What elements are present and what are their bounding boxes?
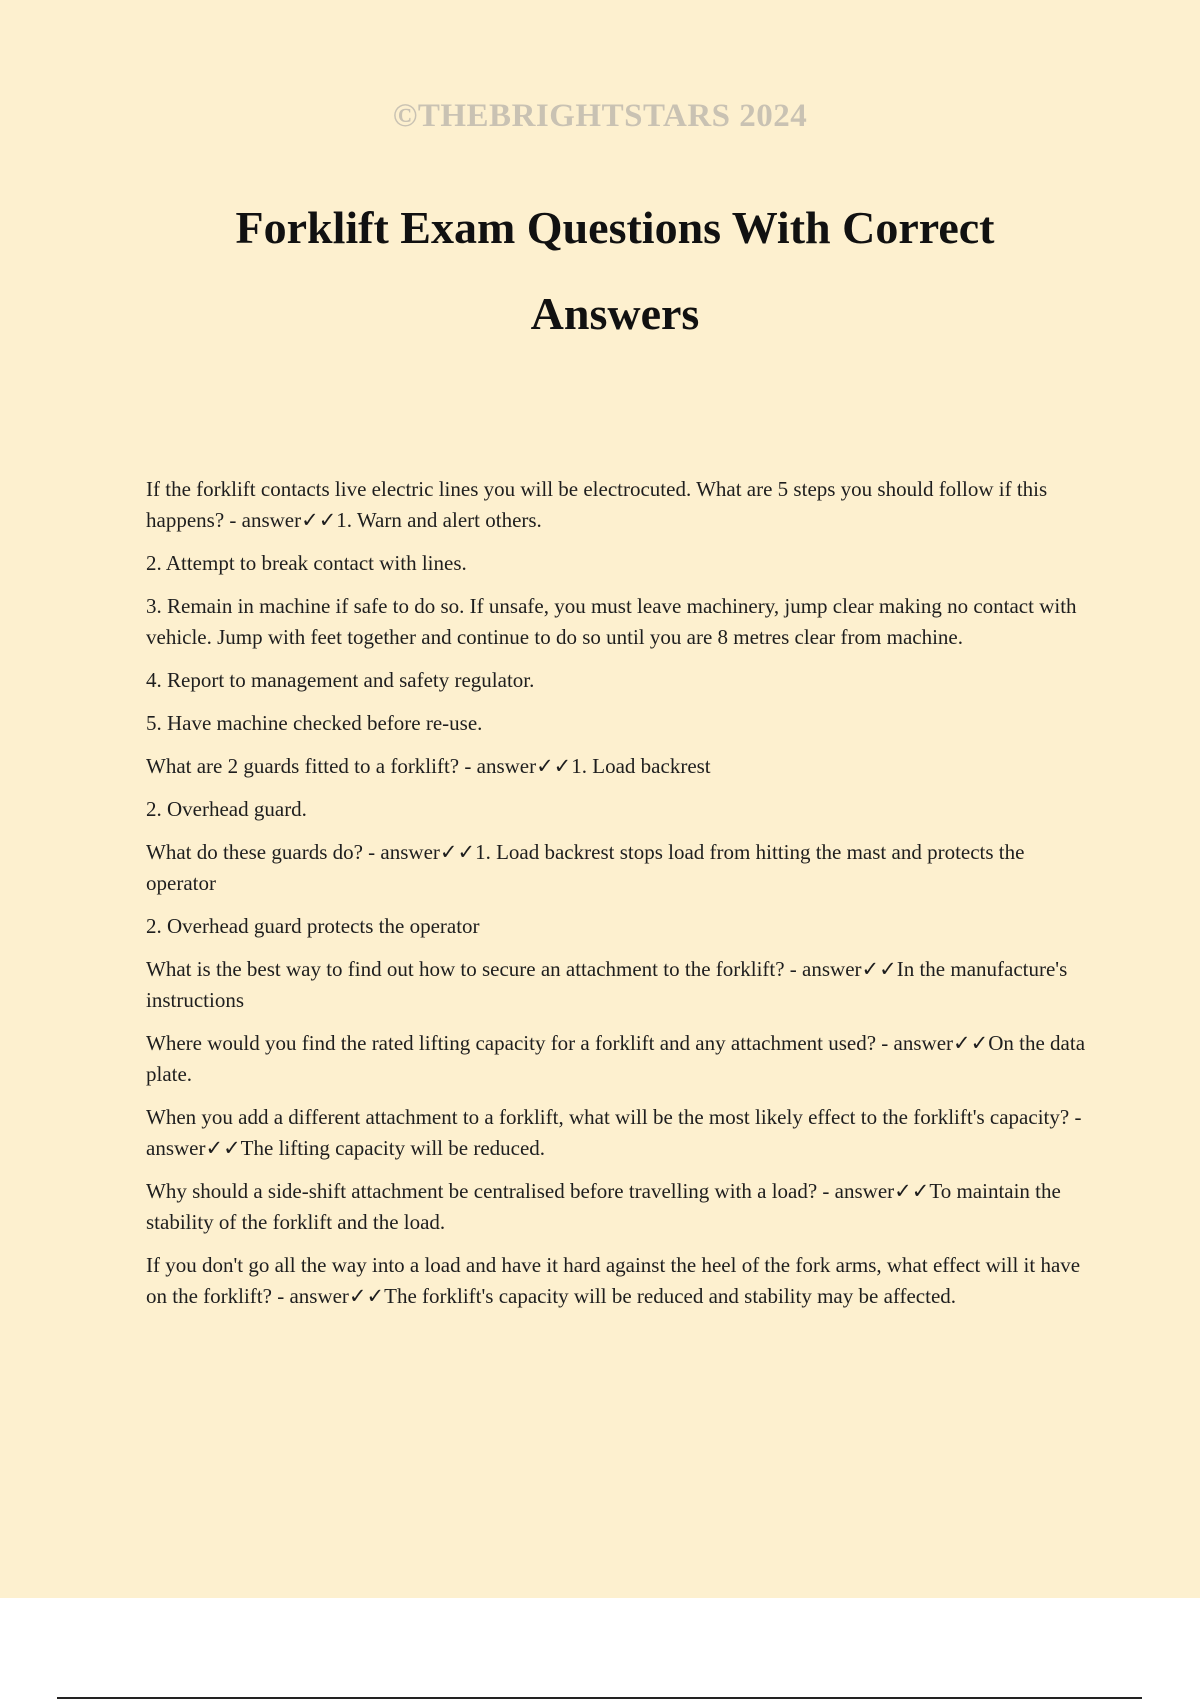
document-body xyxy=(146,474,1096,1324)
paragraph: 2. Overhead guard. xyxy=(146,797,307,821)
copyright-watermark: ©THEBRIGHTSTARS 2024 xyxy=(392,98,808,134)
paragraph: If the forklift contacts live electric lines you will be electrocuted. What are 5 steps you should follow if this happens? - answer✓✓1. Warn and alert others. xyxy=(146,477,1048,532)
page-title: Forklift Exam Questions With Correct Answers xyxy=(235,202,995,339)
paragraph: 2. Attempt to break contact with lines. xyxy=(146,551,467,575)
paragraph: 4. Report to management and safety regulator. xyxy=(146,668,535,692)
paragraph: If you don't go all the way into a load and have it hard against the heel of the fork arms, what effect will it have on the forklift? - answer✓✓The forklift's capacity will be reduced and stability may be affected. xyxy=(146,1253,1081,1308)
paragraph: What is the best way to find out how to secure an attachment to the forklift? - answer✓✓In the manufacture's instructions xyxy=(146,957,1068,1012)
paragraph: When you add a different attachment to a forklift, what will be the most likely effect to the forklift's capacity? - answer✓✓The lifting capacity will be reduced. xyxy=(146,1105,1082,1160)
footer-divider xyxy=(57,1697,1142,1699)
paragraph: 2. Overhead guard protects the operator xyxy=(146,914,480,938)
paragraph: Why should a side-shift attachment be centralised before travelling with a load? - answer✓✓To maintain the stability of the forklift and the load. xyxy=(146,1179,1061,1234)
paragraph: 3. Remain in machine if safe to do so. If unsafe, you must leave machinery, jump clear making no contact with vehicle. Jump with feet together and continue to do so until you are 8 metres clear from machine. xyxy=(146,594,1077,649)
paragraph: What do these guards do? - answer✓✓1. Load backrest stops load from hitting the mast and protects the operator xyxy=(146,840,1025,895)
paragraph: 5. Have machine checked before re-use. xyxy=(146,711,483,735)
paragraph: Where would you find the rated lifting capacity for a forklift and any attachment used? - answer✓✓On the data plate. xyxy=(146,1031,1086,1086)
paragraph: What are 2 guards fitted to a forklift? - answer✓✓1. Load backrest xyxy=(146,754,711,778)
